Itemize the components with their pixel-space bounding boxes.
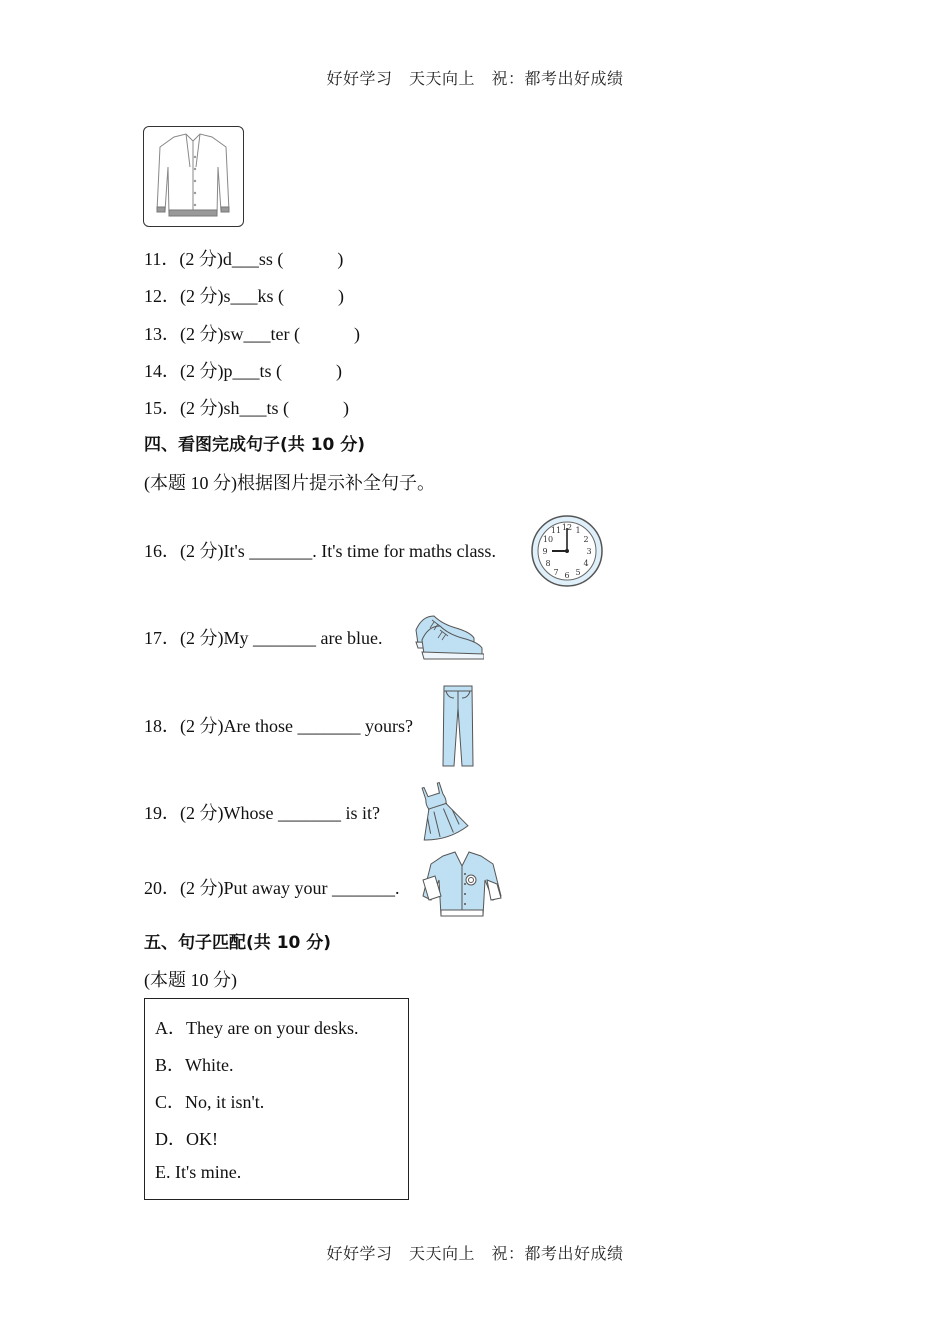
question-19: 19．(2 分)Whose _______ is it?: [144, 803, 380, 823]
clock-number-2: 2: [583, 535, 589, 544]
sneakers-icon: [412, 610, 484, 662]
jeans-icon: [440, 684, 476, 768]
question-16: 16．(2 分)It's _______. It's time for maths class.: [144, 541, 496, 561]
question-13: 13．(2 分)sw___ter ( ): [144, 324, 360, 344]
question-15: 15．(2 分)sh___ts ( ): [144, 398, 349, 418]
clock-number-11: 11: [550, 526, 562, 535]
clock-number-10: 10: [542, 535, 554, 544]
option-a: A．They are on your desks.: [155, 1018, 359, 1038]
options-box: [144, 998, 409, 1200]
dress-icon: [408, 780, 470, 842]
clock-number-5: 5: [575, 568, 581, 577]
clock-icon: [530, 514, 604, 588]
cardigan-picture-frame: [143, 126, 244, 227]
section-4-heading: 四、看图完成句子(共 10 分): [144, 435, 366, 455]
jacket-icon: [421, 850, 503, 922]
option-b: B．White.: [155, 1055, 234, 1075]
clock-number-4: 4: [583, 559, 589, 568]
question-18: 18．(2 分)Are those _______ yours?: [144, 716, 413, 736]
question-12: 12．(2 分)s___ks ( ): [144, 286, 344, 306]
clock-number-1: 1: [575, 526, 581, 535]
cardigan-icon: [144, 127, 243, 226]
question-20: 20．(2 分)Put away your _______.: [144, 878, 400, 898]
clock-number-7: 7: [553, 568, 559, 577]
clock-number-6: 6: [564, 571, 570, 580]
clock-number-9: 9: [542, 547, 548, 556]
page-header: 好好学习 天天向上 祝：都考出好成绩: [326, 69, 624, 88]
clock-number-8: 8: [545, 559, 551, 568]
question-14: 14．(2 分)p___ts ( ): [144, 361, 342, 381]
option-d: D．OK!: [155, 1129, 218, 1149]
option-e: E. It's mine.: [155, 1162, 242, 1182]
section-5-heading: 五、句子匹配(共 10 分): [144, 933, 332, 953]
option-c: C．No, it isn't.: [155, 1092, 265, 1112]
clock-number-12: 12: [561, 523, 573, 532]
section-5-instruction: (本题 10 分): [144, 970, 237, 990]
question-17: 17．(2 分)My _______ are blue.: [144, 628, 383, 648]
page-footer: 好好学习 天天向上 祝：都考出好成绩: [326, 1244, 624, 1263]
clock-number-3: 3: [586, 547, 592, 556]
section-4-instruction: (本题 10 分)根据图片提示补全句子。: [144, 473, 435, 493]
question-11: 11．(2 分)d___ss ( ): [144, 249, 344, 269]
